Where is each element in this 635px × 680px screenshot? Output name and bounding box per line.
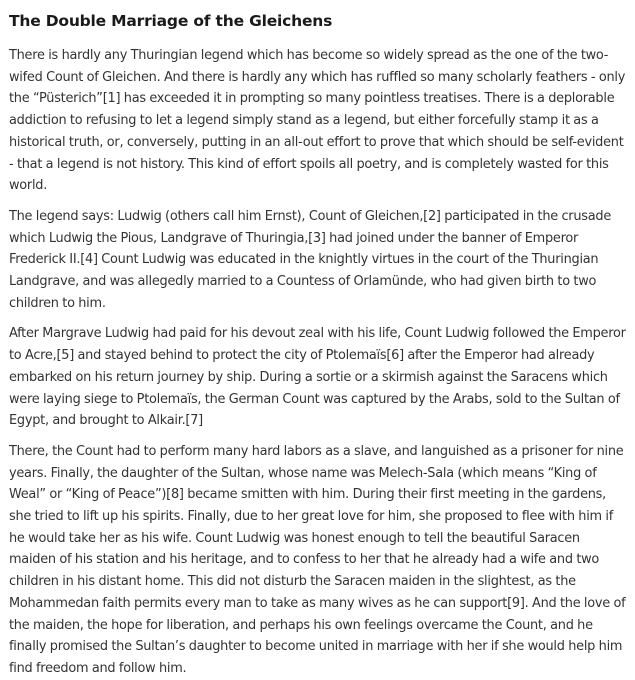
- paragraph-capture: After Margrave Ludwig had paid for his devout zeal with his life, Count Ludwig followed the Emperor to Acre,[5] and stayed behind to protect the city of Ptolemaïs[6] after the Emperor had already embarked on his return journey by ship. During a sortie or a skirmish against the Saracens which were laying siege to Ptolemaïs, the German Count was captured by the Arabs, sold to the Sultan of Egypt, and brought to Alkair.[7]: [9, 326, 626, 429]
- paragraph-intro: There is hardly any Thuringian legend which has become so widely spread as the one of the two-wifed Count of Gleichen. And there is hardly any which has ruffled so many scholarly feathers - only the “Püsterich”[1] has exceeded it in prompting so many pointless treatises. There is a deplorable addiction to refusing to let a legend simply stand as a legend, but either forcefully stamp it as a historical truth, or, conversely, putting in an all-out effort to prove that which should be self-evident - that a legend is not history. This kind of effort spoils all poetry, and is completely wasted for this world.: [9, 48, 626, 194]
- article-title: The Double Marriage of the Gleichens: [9, 12, 333, 30]
- paragraph-sultans-daughter: There, the Count had to perform many hard labors as a slave, and languished as a prisoner for nine years. Finally, the daughter of the Sultan, whose name was Melech-Sala (which means “King of Weal” or “King of Peace”)[8] became smitten with him. During their first meeting in the gardens, she tried to lift up his spirits. Finally, due to her great love for him, she proposed to flee with him if he would take her as his wife. Count Ludwig was honest enough to tell the beautiful Saracen maiden of his station and his heritage, and to confess to her that he already had a wife and two children in his distant home. This did not disturb the Saracen maiden in the slightest, as the Mohammedan faith permits every man to take as many wives as he can support[9]. And the love of the maiden, the hope for liberation, and perhaps his own feelings overcame the Count, and he finally promised the Sultan’s daughter to become united in marriage with her if she would help him find freedom and follow him.: [9, 443, 626, 676]
- paragraph-legend: The legend says: Ludwig (others call him Ernst), Count of Gleichen,[2] participated in the crusade which Ludwig the Pious, Landgrave of Thuringia,[3] had joined under the banner of Emperor Frederick II.[4] Count Ludwig was educated in the knightly virtues in the court of the Thuringian Landgrave, and was allegedly married to a Countess of Orlamünde, who had given birth to two children to him.: [9, 208, 611, 311]
